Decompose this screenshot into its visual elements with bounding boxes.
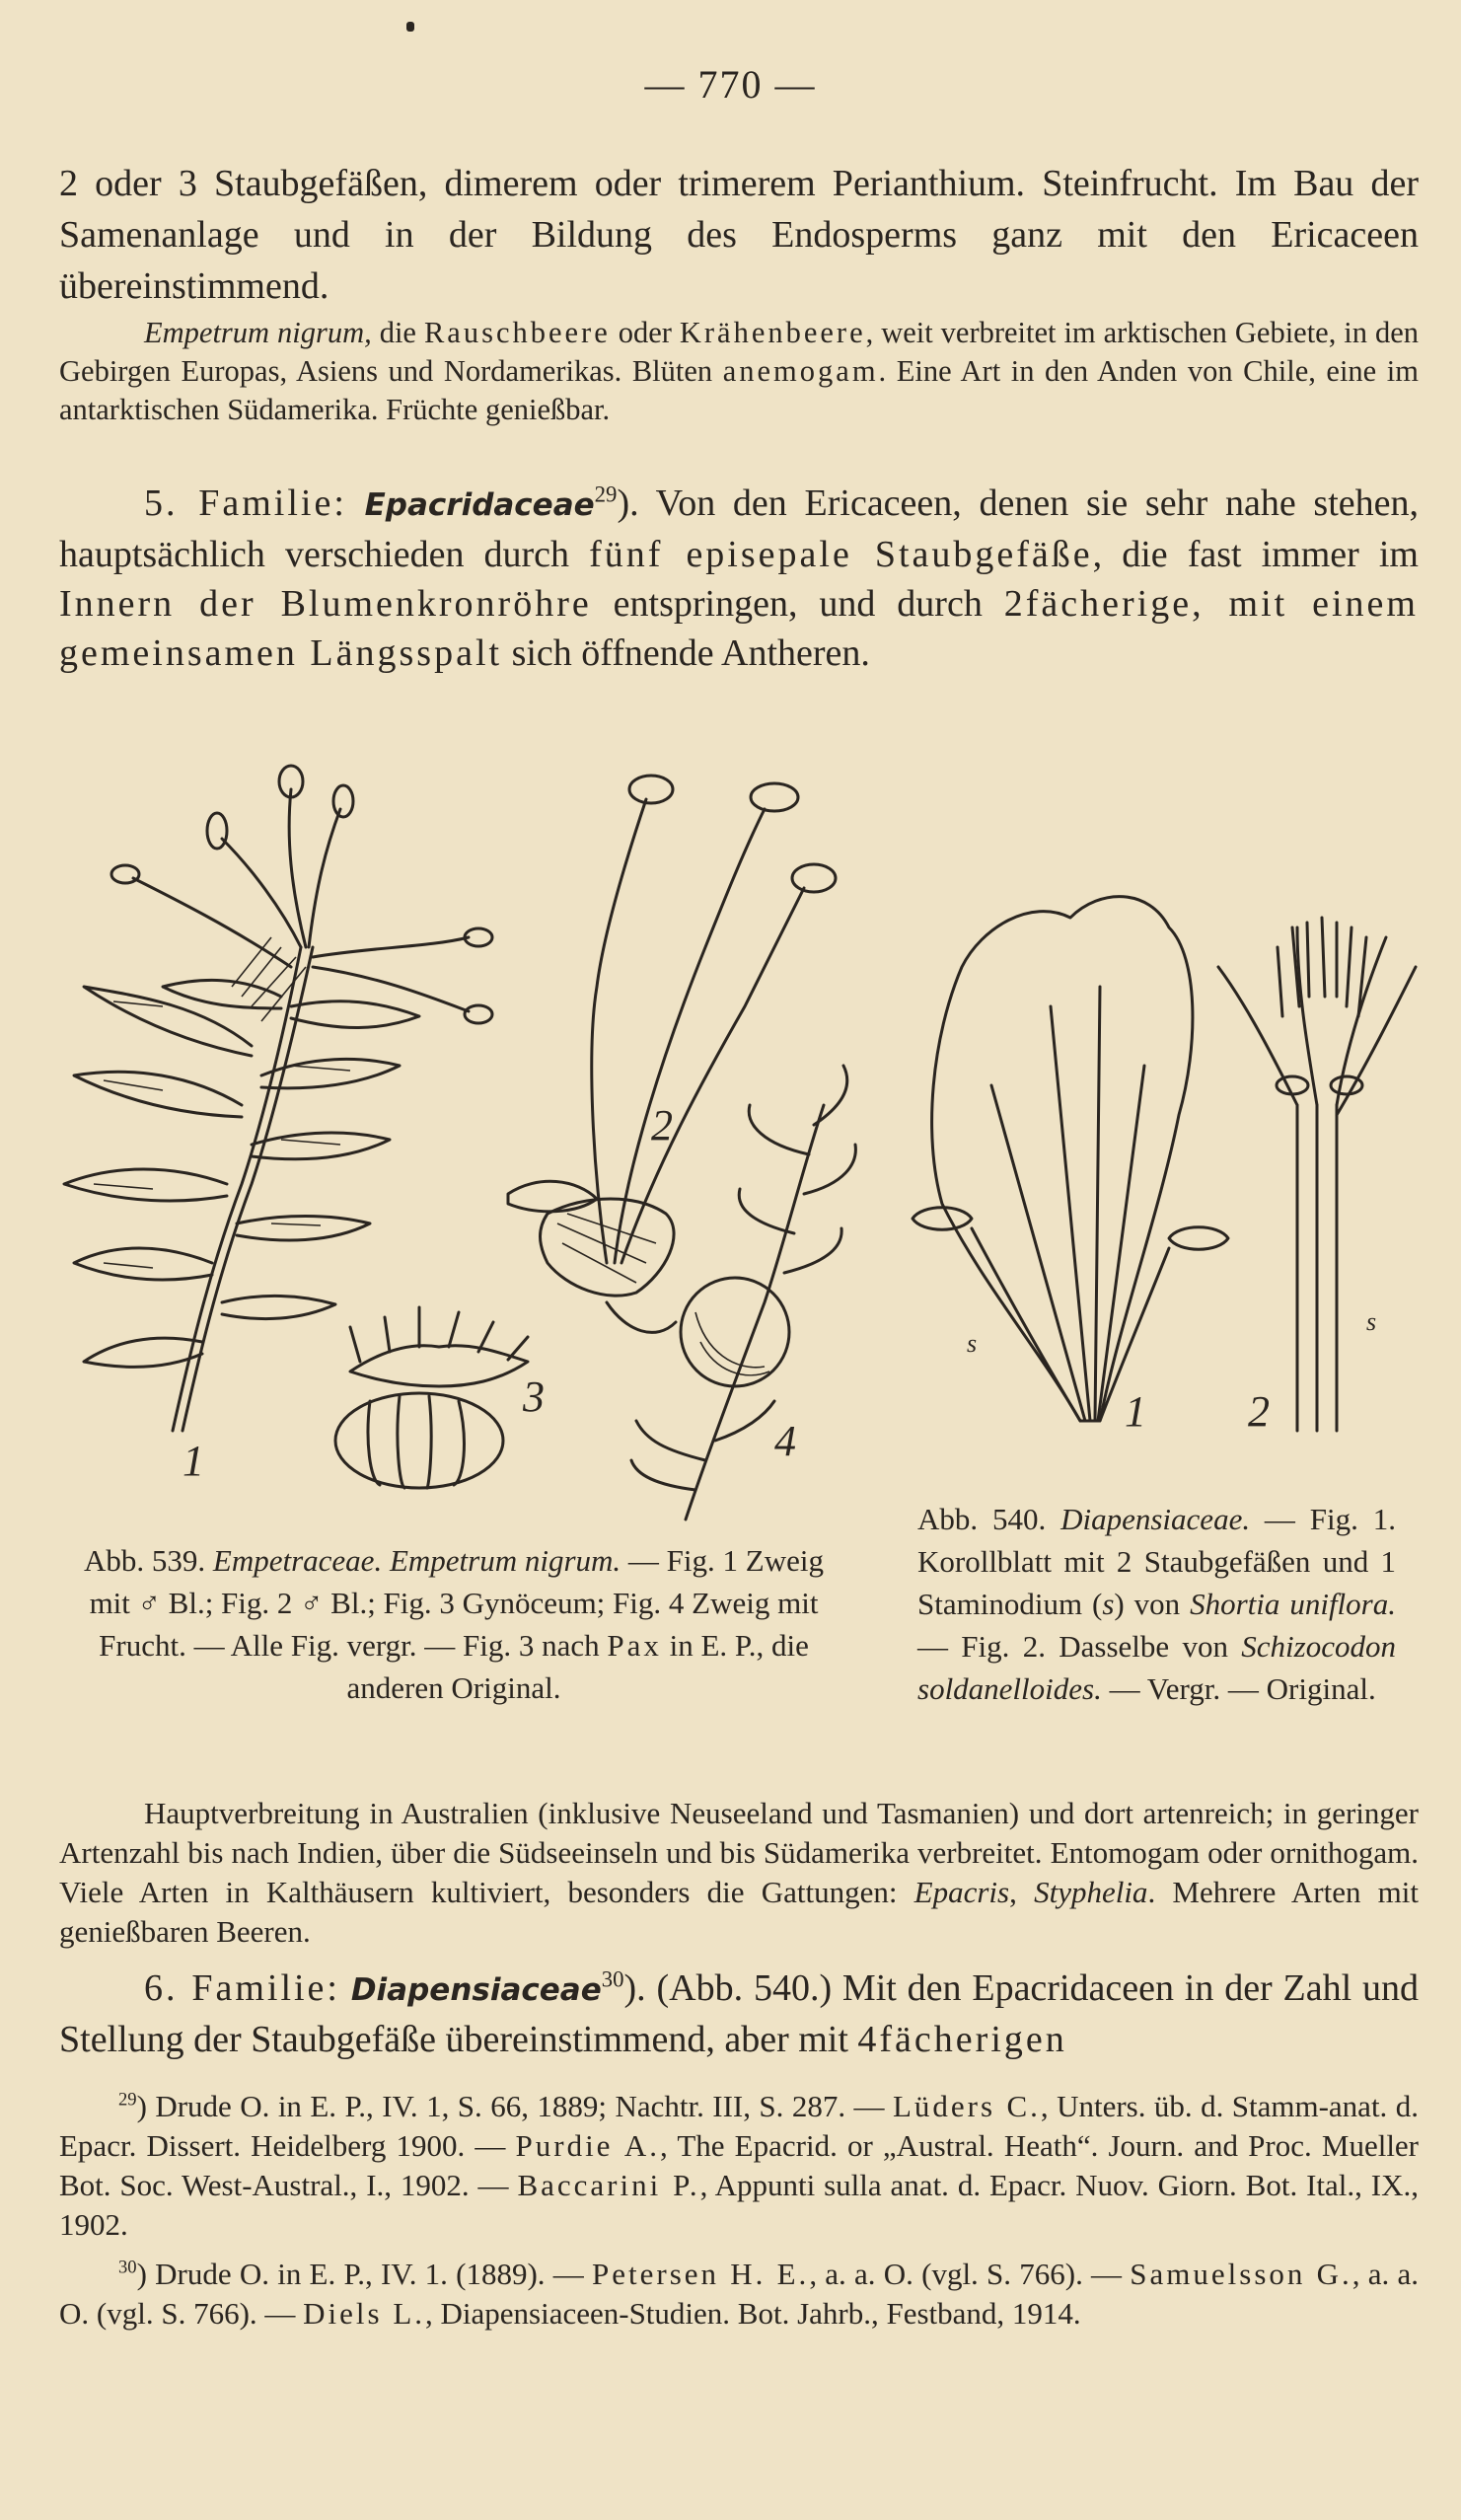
text-run: ). (Abb. 540.) Mit den Epacridaceen in der Zahl und Stellung der Staubgefäße übereinstimmend, aber mit — [59, 1967, 1420, 2060]
author-name: Lüders C. — [892, 2089, 1041, 2123]
family-number: 6. Familie: — [144, 1967, 340, 2009]
caption-text: ) von — [1114, 1587, 1191, 1621]
fig-label-4: 4 — [774, 1417, 796, 1465]
text-run: . Mehrere Arten mit genießbaren Beeren. — [59, 1875, 1420, 1949]
text-run: . Eine Art in den Anden von Chile, eine im antarktischen Südamerika. Früchte genießbar. — [59, 354, 1419, 426]
family-5-paragraph — [59, 479, 1419, 678]
author-name: Purdie A. — [515, 2128, 661, 2163]
text-run: , weit verbreitet im arktischen Gebiete, in den Gebirgen Europas, Asiens und Nordamerikas. Blüten — [59, 316, 1419, 388]
caption-italic: Shortia uniflora. — [1190, 1587, 1396, 1621]
text-run: ). Von den Ericaceen, denen sie sehr nahe stehen, hauptsächlich verschieden durch — [59, 482, 1419, 575]
genus-name: Styphelia — [1034, 1875, 1148, 1909]
text-run: ) Drude O. in E. P., IV. 1, S. 66, 1889; Nachtr. III, S. 287. — — [136, 2089, 893, 2123]
text-run: ) Drude O. in E. P., IV. 1. (1889). — — [136, 2257, 593, 2291]
caption-text: Abb. 540. — [917, 1502, 1061, 1536]
emphasis: 4fächerigen — [857, 2019, 1067, 2060]
author-name: Samuelsson G. — [1130, 2257, 1352, 2291]
caption-italic: Diapensiaceae. — [1060, 1502, 1251, 1536]
author-name: Diels L. — [303, 2296, 426, 2331]
fig540-s-label-1: s — [967, 1329, 978, 1358]
distribution-paragraph — [59, 1794, 1419, 1952]
empetrum-note — [59, 314, 1419, 429]
text-run: entspringen, und durch — [591, 583, 1004, 625]
caption-italic: Empetraceae. Empetrum nigrum. — [212, 1543, 621, 1578]
emphasis: fünf episepale Staubgefäße — [589, 534, 1093, 575]
species-name: Empetrum nigrum, — [144, 316, 372, 349]
text-run: Hauptverbreitung in Australien (inklusive Neuseeland und Tasmanien) und dort artenreich; in geringer Artenzahl bis nach Indien, über die Südseeinseln und bis Südamerika verbreitet. Entomogam oder ornithogam. Viele Arten in Kalthäusern kultiviert, besonders die Gattungen: — [59, 1796, 1419, 1909]
caption-text: — Fig. 1. Korollblatt mit 2 Staubgefäßen und 1 Staminodium ( — [917, 1502, 1397, 1621]
text-run: , a. a. O. (vgl. S. 766). — — [809, 2257, 1131, 2291]
genus-name: Epacris — [913, 1875, 1010, 1909]
text-run: , Appunti sulla anat. d. Epacr. Nuov. Giorn. Bot. Ital., IX., 1902. — [59, 2168, 1419, 2242]
text-run: oder — [610, 316, 680, 349]
fig540-label-1: 1 — [1125, 1387, 1146, 1436]
fig-label-2: 2 — [651, 1101, 673, 1149]
caption-text: — Vergr. — Original. — [1101, 1671, 1376, 1706]
emphasis: 2fächerige, mit einem gemeinsamen Längsspalt — [59, 583, 1419, 674]
family-name: Epacridaceae — [364, 487, 595, 523]
footnote-number: 29 — [118, 2089, 137, 2111]
caption-text: Abb. 539. — [84, 1543, 213, 1578]
family-name: Diapensiaceae — [350, 1972, 602, 2008]
fig1-petal — [913, 897, 1228, 1421]
caption-text: — Fig. 1 Zweig mit ♂ Bl.; Fig. 2 ♂ Bl.; Fig. 3 Gynöceum; Fig. 4 Zweig mit Frucht. — Alle Fig. vergr. — Fig. 3 nach — [89, 1543, 824, 1663]
fig540-label-2: 2 — [1248, 1387, 1270, 1436]
text-run: , Diapensiaceen-Studien. Bot. Jahrb., Festband, 1914. — [425, 2296, 1081, 2331]
fig-label-3: 3 — [523, 1372, 545, 1421]
emphasis: Innern der Blumenkronröhre — [59, 583, 592, 625]
footnote-ref: 30 — [601, 1966, 624, 1992]
family-6-paragraph — [59, 1964, 1419, 2064]
figure-539-illustration — [54, 750, 863, 1529]
figure-540-illustration — [903, 888, 1425, 1441]
fig2-flower — [508, 776, 836, 1332]
fig-label-1: 1 — [183, 1437, 204, 1485]
text-run: , The Epacrid. or „Austral. Heath“. Journ. and Proc. Mueller Bot. Soc. West-Austral., I., 1902. — — [59, 2128, 1420, 2202]
family-number: 5. Familie: — [144, 482, 347, 524]
footnote-30 — [59, 2255, 1419, 2334]
text-run: , a. a. O. (vgl. S. 766). — — [59, 2257, 1420, 2331]
footnote-number: 30 — [118, 2257, 137, 2278]
ink-speck — [406, 22, 414, 32]
caption-italic: Schizocodon soldanelloides. — [917, 1629, 1396, 1706]
fig540-s-label-2: s — [1366, 1307, 1377, 1336]
footnote-29 — [59, 2087, 1419, 2245]
common-name-2: Krähenbeere — [679, 316, 866, 349]
fig3-gynoeceum — [335, 1307, 528, 1488]
fig2-petal — [1218, 918, 1416, 1431]
intro-paragraph: 2 oder 3 Staubgefäßen, dimerem oder trimerem Perianthium. Steinfrucht. Im Bau der Samenanlage und in der Bildung des Endosperms ganz mit den Ericaceen übereinstimmend. — [59, 163, 1419, 307]
text-run: , Unters. üb. d. Stamm-anat. d. Epacr. Dissert. Heidelberg 1900. — — [59, 2089, 1419, 2163]
page-number: — 770 — — [644, 62, 817, 107]
fig1-branch — [64, 766, 492, 1431]
text-run: , — [1009, 1875, 1035, 1909]
text-run: sich öffnende Antheren. — [502, 632, 870, 674]
text-run: , die fast immer im — [1092, 534, 1419, 575]
footnote-ref: 29 — [594, 482, 618, 507]
text-run: die — [371, 316, 424, 349]
author-name: Petersen H. E. — [592, 2257, 810, 2291]
caption-italic: s — [1102, 1587, 1115, 1621]
common-name-1: Rauschbeere — [423, 316, 611, 349]
author-name: Baccarini P. — [517, 2168, 700, 2202]
pollination-term: anemogam — [722, 354, 879, 388]
figure-540-caption — [917, 1498, 1396, 1710]
author-name: Pax — [607, 1628, 662, 1663]
figure-539-caption — [79, 1539, 829, 1709]
caption-text: in E. P., die anderen Original. — [346, 1628, 809, 1705]
caption-text: — Fig. 2. Dasselbe von — [917, 1629, 1242, 1664]
